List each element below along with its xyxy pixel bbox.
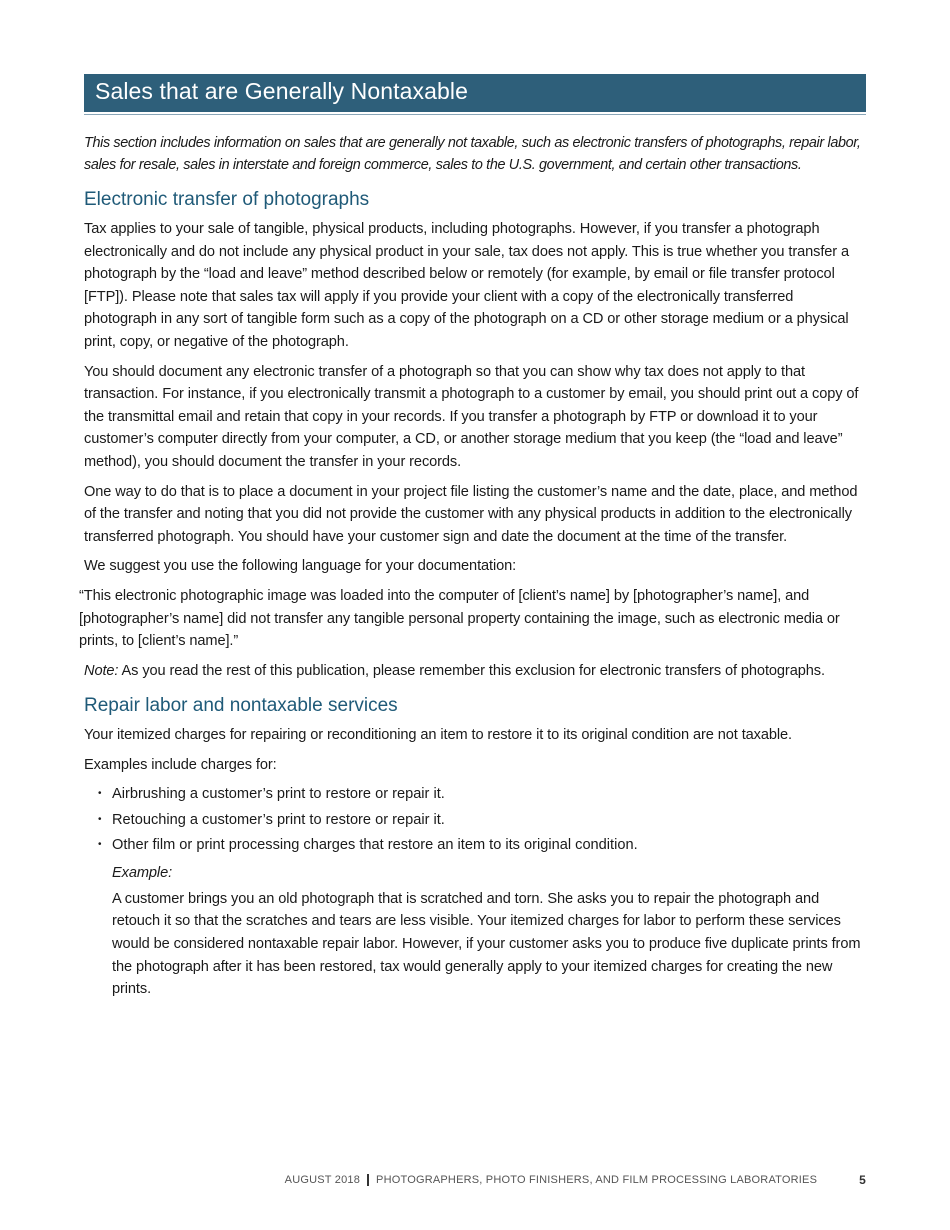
bullet-icon: • bbox=[98, 788, 102, 800]
list-item-text: Airbrushing a customer’s print to restore or repair it. bbox=[112, 786, 445, 803]
list-item bbox=[98, 834, 866, 857]
footer-publication: PHOTOGRAPHERS, PHOTO FINISHERS, AND FILM PROCESSING LABORATORIES bbox=[376, 1174, 818, 1186]
intro-paragraph: This section includes information on sales that are generally not taxable, such as electronic transfers of photographs, repair labor, sales for resale, sales in interstate and foreign commerce, sales to the U.S. government, and certain other transactions. bbox=[84, 135, 861, 173]
bullet-icon: • bbox=[98, 813, 102, 825]
footer-date: AUGUST 2018 bbox=[284, 1174, 361, 1186]
list-item bbox=[98, 783, 866, 806]
paragraph: One way to do that is to place a document in your project file listing the customer’s name and the date, place, and method of the transfer and noting that you did not provide the customer with any physical products in addition to the electronically transferred photograph. You should have your customer sign and date the document at the time of the transfer. bbox=[84, 483, 858, 545]
note-label: Note: bbox=[84, 662, 119, 679]
section-heading-electronic-transfer: Electronic transfer of photographs bbox=[84, 189, 370, 210]
section-heading-repair-labor: Repair labor and nontaxable services bbox=[84, 695, 398, 717]
paragraph: Examples include charges for: bbox=[84, 756, 277, 773]
examples-list bbox=[98, 783, 866, 856]
page-number: 5 bbox=[859, 1173, 866, 1187]
paragraph: Your itemized charges for repairing or reconditioning an item to restore it to its original condition are not taxable. bbox=[84, 727, 793, 744]
paragraph: You should document any electronic transfer of a photograph so that you can show why tax does not apply to that transaction. For instance, if you electronically transmit a photograph to a customer by email, you should print out a copy of the transmittal email and retain that copy in your records. If you transfer a photograph by FTP or download it to your customer’s computer directly from your computer, a CD, or another storage medium that you keep (the “load and leave” method), you should document the transfer in your records. bbox=[84, 363, 859, 470]
example-label: Example: bbox=[112, 865, 173, 882]
list-item-text: Retouching a customer’s print to restore or repair it. bbox=[112, 811, 445, 828]
paragraph: We suggest you use the following language for your documentation: bbox=[84, 558, 517, 575]
page-content bbox=[79, 74, 866, 1008]
note-text: As you read the rest of this publication, please remember this exclusion for electronic transfers of photographs. bbox=[118, 662, 825, 679]
note-paragraph bbox=[84, 660, 866, 683]
page-footer bbox=[285, 1173, 866, 1187]
bullet-icon: • bbox=[98, 838, 102, 850]
list-item-text: Other film or print processing charges that restore an item to its original condition. bbox=[112, 836, 638, 853]
footer-divider bbox=[367, 1174, 369, 1186]
example-text: A customer brings you an old photograph that is scratched and torn. She asks you to repair the photograph and retouch it so that the scratches and tears are less visible. Your itemized charges for labor to perform these services would be considered nontaxable repair labor. However, if your customer asks you to produce five duplicate prints from the photograph after it has been restored, tax would generally apply to your itemized charges for creating the new prints. bbox=[112, 890, 861, 998]
paragraph: Tax applies to your sale of tangible, physical products, including photographs. However, if you transfer a photograph electronically and do not include any physical product in your sale, tax does not apply. This is true whether you transfer a photograph by the “load and leave” method described below or remotely (for example, by email or file transfer protocol [FTP]). Please note that sales tax will apply if you provide your client with a copy of the electronically transferred photograph in any sort of tangible form such as a copy of the photograph on a CD or other storage medium or a physical print, copy, or negative of the photograph. bbox=[84, 221, 850, 350]
example-block bbox=[112, 862, 866, 1001]
documentation-quote: “This electronic photographic image was loaded into the computer of [client’s name] by [photographer’s name], and [photographer’s name] did not transfer any tangible personal property containing the image, such as electronic media or prints, to [client’s name].” bbox=[79, 587, 840, 650]
section-banner bbox=[84, 74, 866, 112]
page-title: Sales that are Generally Nontaxable bbox=[95, 78, 468, 104]
list-item bbox=[98, 809, 866, 832]
